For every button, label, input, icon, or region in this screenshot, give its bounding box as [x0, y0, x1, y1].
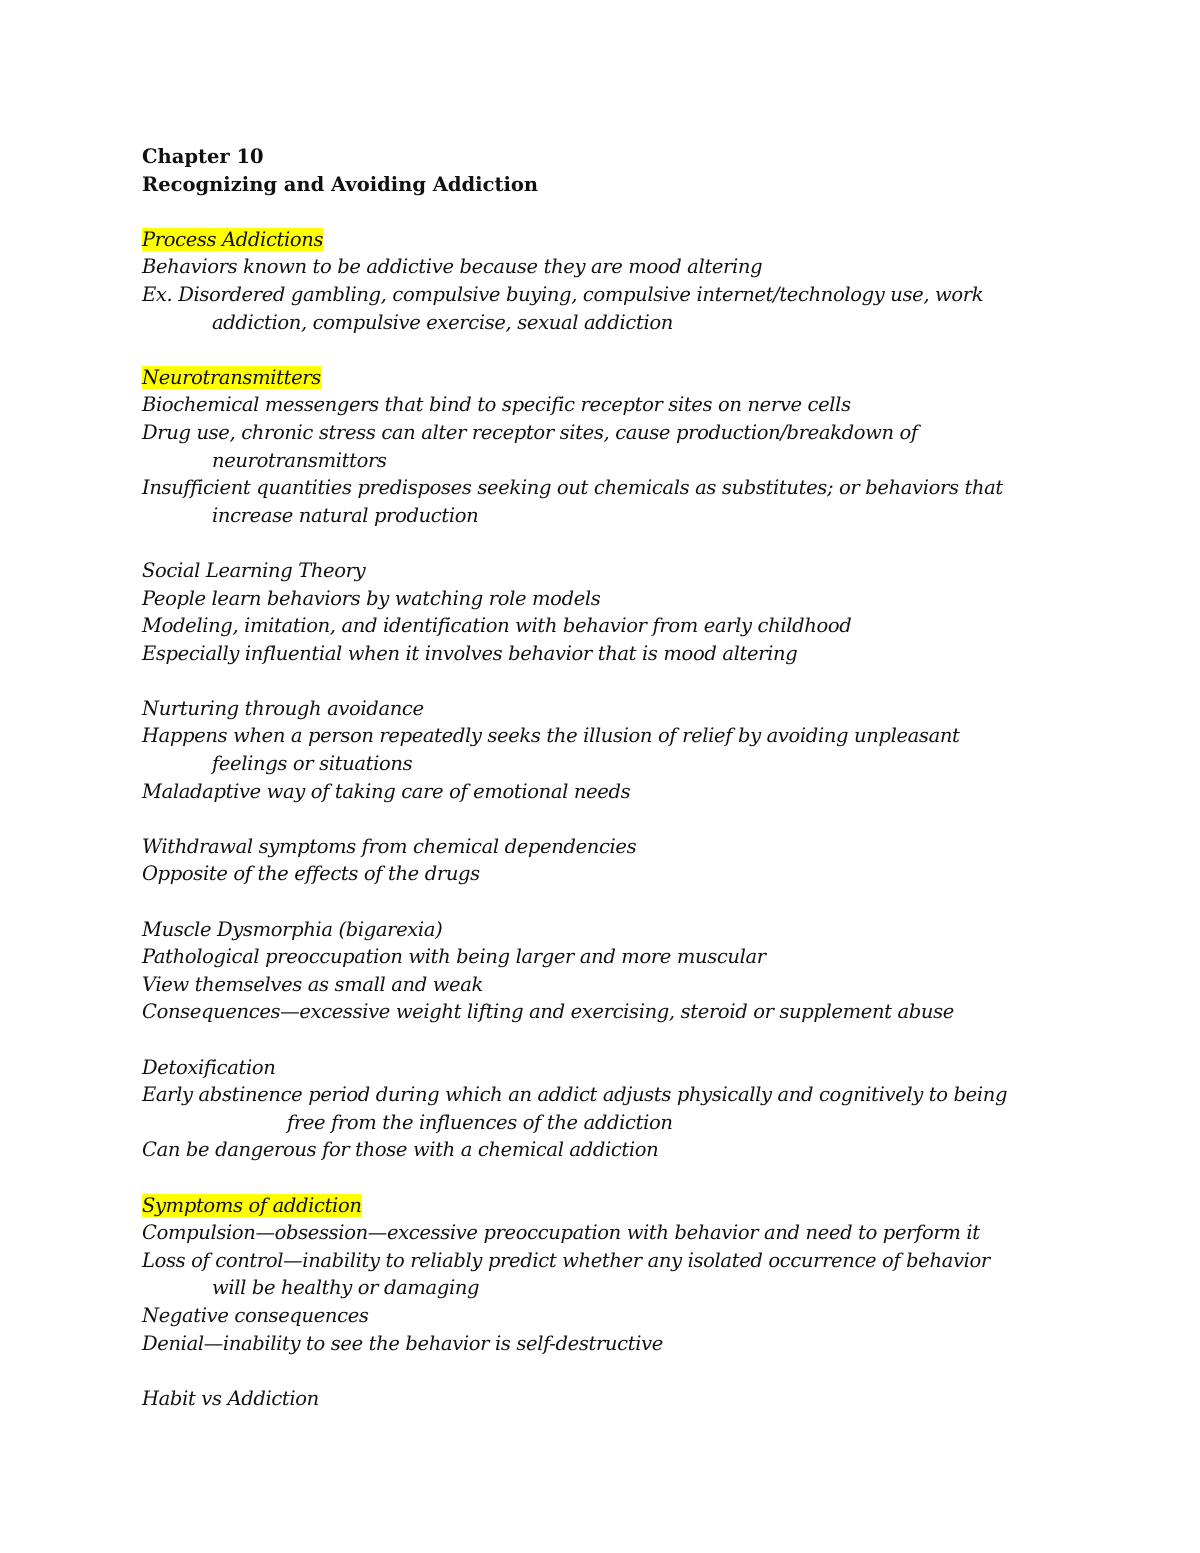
section-neurotransmitters [142, 364, 1062, 530]
section-line: addiction, compulsive exercise, sexual addiction [212, 310, 673, 334]
section-line: Biochemical messengers that bind to specific receptor sites on nerve cells [142, 393, 851, 417]
section-line: Early abstinence period during which an addict adjusts physically and cognitively to being [142, 1083, 1008, 1107]
section-line: Pathological preoccupation with being larger and more muscular [142, 945, 766, 969]
section-habit-vs-addiction [142, 1385, 1062, 1413]
section-line: Drug use, chronic stress can alter receptor sites, cause production/breakdown of [142, 420, 918, 444]
section-process-addictions [142, 226, 1062, 336]
section-line: Happens when a person repeatedly seeks the illusion of relief by avoiding unpleasant [142, 724, 960, 748]
section-line: Maladaptive way of taking care of emotional needs [142, 779, 631, 803]
section-line: Especially influential when it involves behavior that is mood altering [142, 641, 798, 665]
section-line: People learn behaviors by watching role models [142, 586, 601, 610]
chapter-number: Chapter 10 [142, 145, 264, 168]
section-heading: Neurotransmitters [142, 365, 321, 389]
section-line: Negative consequences [142, 1303, 369, 1327]
section-muscle-dysmorphia [142, 916, 1062, 1026]
section-line: Insufficient quantities predisposes seeking out chemicals as substitutes; or behaviors that [142, 476, 1003, 500]
section-line: free from the influences of the addiction [287, 1110, 673, 1134]
document-content [142, 143, 1062, 1412]
section-symptoms-of-addiction [142, 1192, 1062, 1358]
section-line: Behaviors known to be addictive because they are mood altering [142, 255, 763, 279]
section-heading: Social Learning Theory [142, 558, 366, 582]
section-heading: Process Addictions [142, 227, 324, 251]
section-heading: Muscle Dysmorphia (bigarexia) [142, 917, 443, 941]
section-nurturing-through-avoidance [142, 695, 1062, 805]
section-heading: Withdrawal symptoms from chemical dependencies [142, 834, 637, 858]
section-social-learning-theory [142, 557, 1062, 667]
section-line: Consequences—excessive weight lifting and exercising, steroid or supplement abuse [142, 1000, 954, 1024]
section-line: Modeling, imitation, and identification with behavior from early childhood [142, 614, 852, 638]
section-withdrawal-symptoms [142, 833, 1062, 888]
section-line: Denial—inability to see the behavior is self-destructive [142, 1331, 663, 1355]
section-line: neurotransmittors [212, 448, 387, 472]
chapter-title: Recognizing and Avoiding Addiction [142, 172, 539, 196]
section-line: will be healthy or damaging [212, 1276, 480, 1300]
section-detoxification [142, 1054, 1062, 1164]
section-line: Opposite of the effects of the drugs [142, 862, 480, 886]
section-line: Ex. Disordered gambling, compulsive buying, compulsive internet/technology use, work [142, 282, 984, 306]
section-heading: Habit vs Addiction [142, 1386, 319, 1410]
section-line: feelings or situations [212, 752, 413, 776]
section-heading: Detoxification [142, 1055, 276, 1079]
section-heading: Nurturing through avoidance [142, 696, 424, 720]
section-line: Compulsion—obsession—excessive preoccupation with behavior and need to perform it [142, 1221, 980, 1245]
section-line: Can be dangerous for those with a chemical addiction [142, 1138, 659, 1162]
section-heading: Symptoms of addiction [142, 1193, 362, 1217]
section-line: Loss of control—inability to reliably predict whether any isolated occurrence of behavior [142, 1248, 990, 1272]
section-line: View themselves as small and weak [142, 972, 483, 996]
section-line: increase natural production [212, 503, 479, 527]
